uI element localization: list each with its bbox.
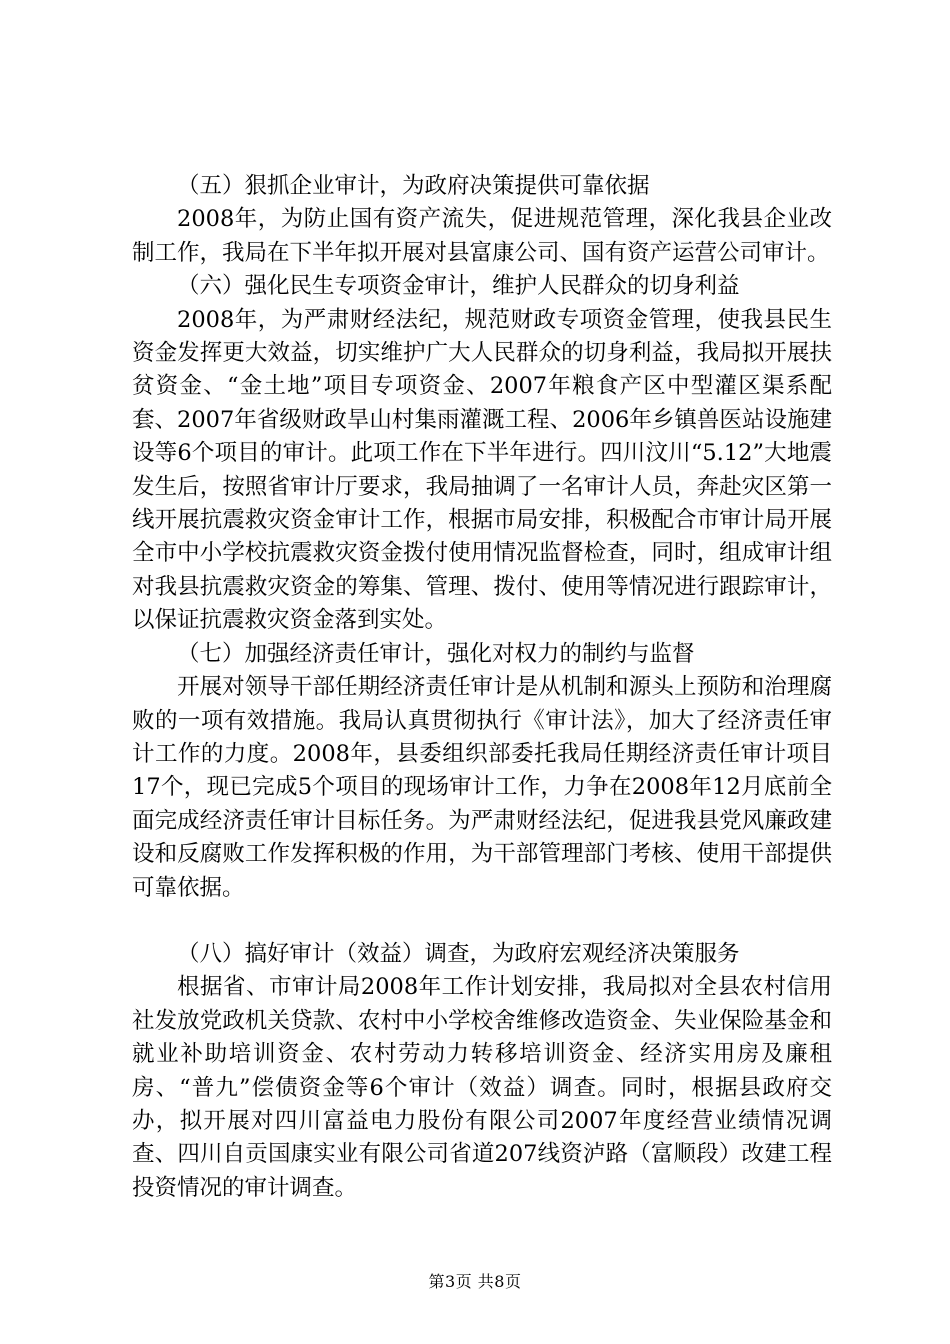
section-body-6: 2008年，为严肃财经法纪，规范财政专项资金管理，使我县民生资金发挥更大效益，切实维护广大人民群众的切身利益，我局拟开展扶贫资金、“金土地”项目专项资金、2007年粮食产区中型灌区渠系配套、2007年省级财政旱山村集雨灌溉工程、2006年乡镇兽医站设施建设等6个项目的审计。此项工作在下半年进行。四川汶川“5.12”大地震发生后，按照省审计厅要求，我局抽调了一名审计人员，奔赴灾区第一线开展抗震救灾资金审计工作，根据市局安排，积极配合市审计局开展全市中小学校抗震救灾资金拨付使用情况监督检查，同时，组成审计组对我县抗震救灾资金的筹集、管理、拨付、使用等情况进行跟踪审计，以保证抗震救灾资金落到实处。 bbox=[132, 306, 832, 634]
section-body-8: 根据省、市审计局2008年工作计划安排，我局拟对全县农村信用社发放党政机关贷款、农村中小学校舍维修改造资金、失业保险基金和就业补助培训资金、农村劳动力转移培训资金、经济实用房及廉租房、“普九”偿债资金等6个审计（效益）调查。同时，根据县政府交办，拟开展对四川富益电力股份有限公司2007年度经营业绩情况调查、四川自贡国康实业有限公司省道207线资泸路（富顺段）改建工程投资情况的审计调查。 bbox=[132, 974, 832, 1201]
section-heading-6: （六）强化民生专项资金审计，维护人民群众的切身利益 bbox=[177, 273, 740, 300]
section-body-7: 开展对领导干部任期经济责任审计是从机制和源头上预防和治理腐败的一项有效措施。我局认真贯彻执行《审计法》，加大了经济责任审计工作的力度。2008年，县委组织部委托我局任期经济责任审计项目17个，现已完成5个项目的现场审计工作，力争在2008年12月底前全面完成经济责任审计目标任务。为严肃财经法纪，促进我县党风廉政建设和反腐败工作发挥积极的作用，为干部管理部门考核、使用干部提供可靠依据。 bbox=[132, 674, 832, 901]
section-body-5: 2008年，为防止国有资产流失，促进规范管理，深化我县企业改制工作，我局在下半年拟开展对县富康公司、国有资产运营公司审计。 bbox=[132, 206, 832, 266]
section-heading-7: （七）加强经济责任审计，强化对权力的制约与监督 bbox=[177, 640, 695, 667]
paragraph-spacer bbox=[132, 905, 832, 938]
section-heading-5: （五）狠抓企业审计，为政府决策提供可靠依据 bbox=[177, 173, 650, 199]
page-footer: 第3页 共8页 bbox=[428, 1272, 522, 1291]
document-body bbox=[132, 170, 832, 1205]
section-heading-8: （八）搞好审计（效益）调查，为政府宏观经济决策服务 bbox=[177, 940, 740, 967]
